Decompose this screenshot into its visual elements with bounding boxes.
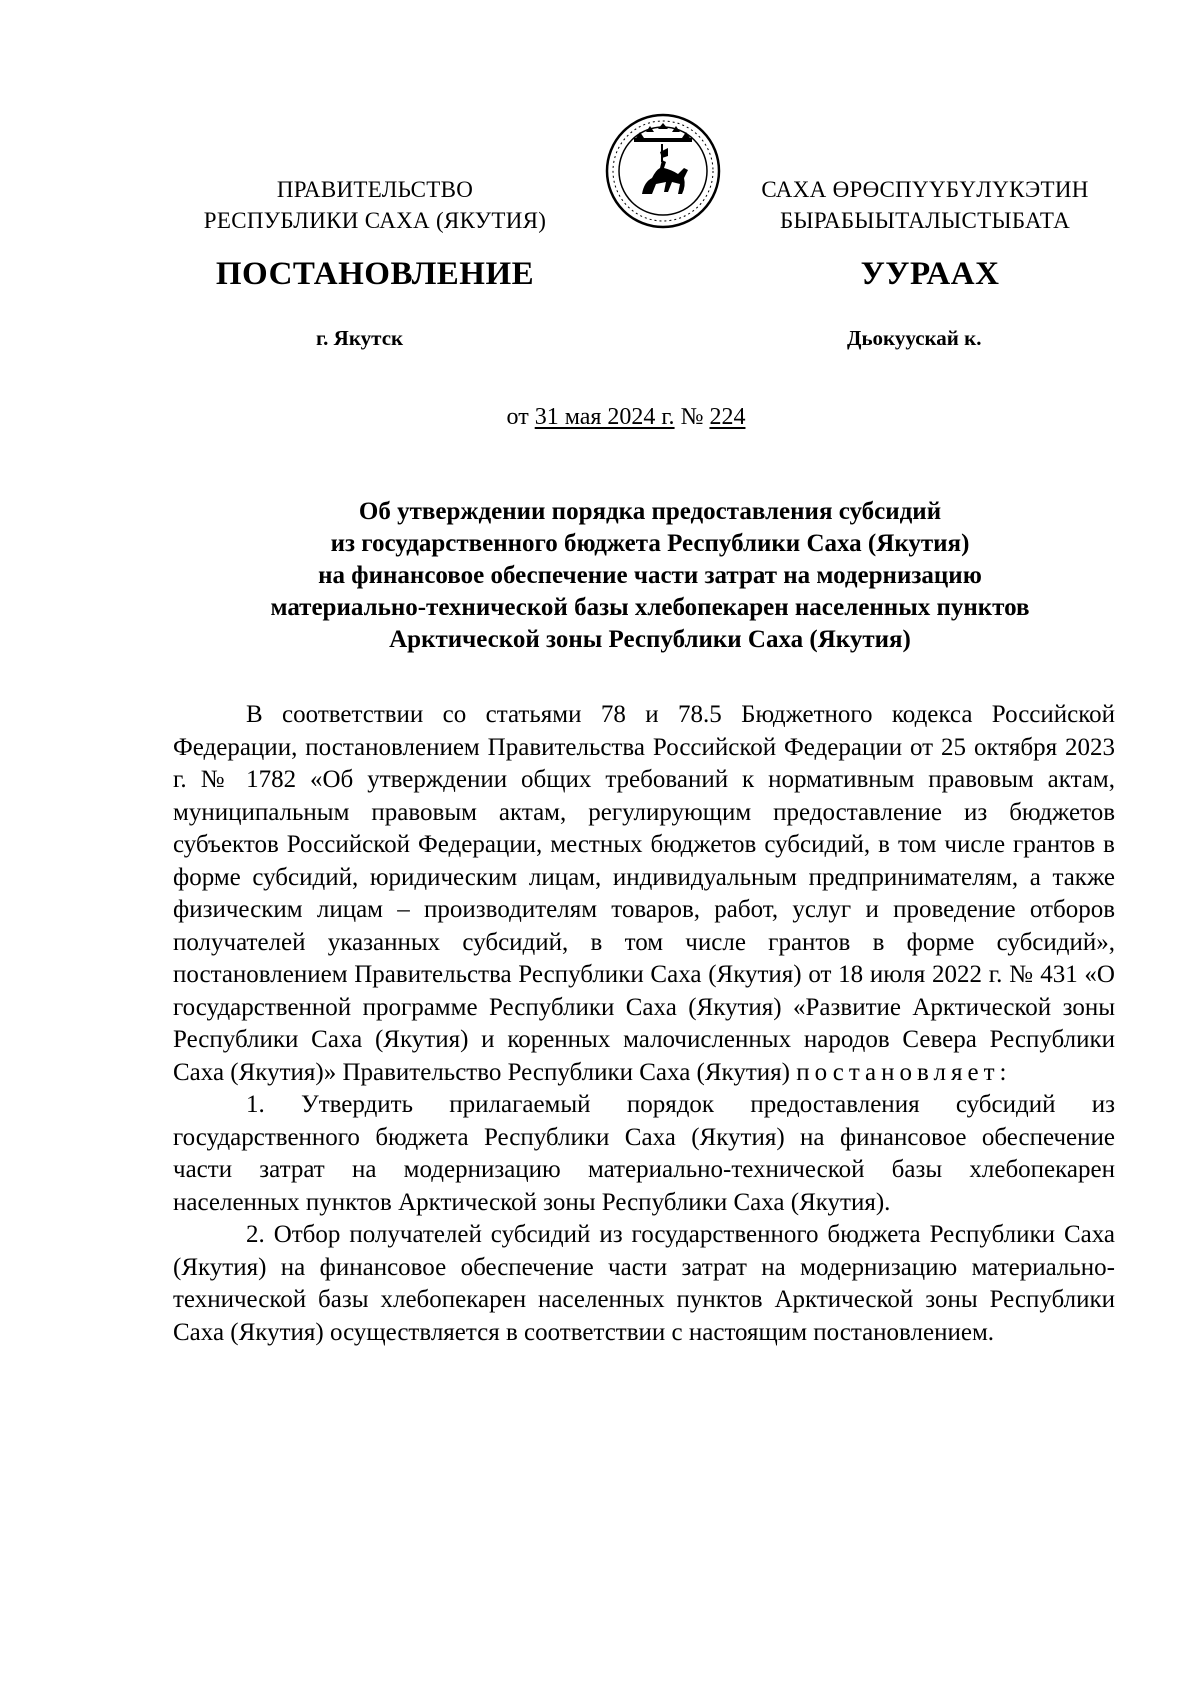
number-sign: № (680, 404, 704, 430)
header-right-line2: БЫРАБЫЫТАЛЫСТЫБАТА (779, 208, 1071, 233)
document-title (150, 496, 1150, 656)
title-line-5: Арктической зоны Республики Саха (Якутия) (389, 626, 911, 653)
date-number-line (0, 404, 1200, 431)
header-right (735, 174, 1115, 236)
city-yakut: Дьокуускай к. (847, 326, 982, 350)
header-left-line1: ПРАВИТЕЛЬСТВО (276, 177, 474, 202)
coat-of-arms-emblem-icon (604, 112, 722, 230)
resolves-word: постановляет: (796, 1058, 1012, 1086)
header-left-line2: РЕСПУБЛИКИ САХА (ЯКУТИЯ) (203, 208, 547, 233)
title-line-1: Об утверждении порядка предоставления субсидий (358, 498, 942, 525)
document-date: 31 мая 2024 г. (534, 404, 675, 430)
header-left (185, 174, 565, 236)
city-russian: г. Якутск (316, 326, 404, 350)
doc-type-russian: ПОСТАНОВЛЕНИЕ (215, 256, 535, 292)
title-line-4: материально-технической базы хлебопекарен населенных пунктов (270, 594, 1030, 621)
date-prefix: от (506, 404, 529, 430)
document-number: 224 (709, 404, 746, 430)
item-1-paragraph: 1. Утвердить прилагаемый порядок предоставления субсидий из государственного бюджета Республики Саха (Якутия) на финансовое обеспечение части затрат на модернизацию материально-технической базы хлебопекарен населенных пунктов Арктической зоны Республики Саха (Якутия). (173, 1091, 1115, 1216)
title-line-2: из государственного бюджета Республики Саха (Якутия) (330, 530, 970, 557)
header-right-line1: САХА ӨРӨСПҮҮБҮЛҮКЭТИН (761, 177, 1089, 202)
preamble-text: В соответствии со статьями 78 и 78.5 Бюджетного кодекса Российской Федерации, постановлением Правительства Российской Федерации от 25 октября 2023 г. № 1782 «Об утверждении общих требований к нормативным правовым актам, муниципальным правовым актам, регулирующим предоставление из бюджетов субъектов Российской Федерации, местных бюджетов субсидий, в том числе грантов в форме субсидий, юридическим лицам, индивидуальным предпринимателям, а также физическим лицам – производителям товаров, работ, услуг и проведение отборов получателей указанных субсидий, в том числе грантов в форме субсидий», постановлением Правительства Республики Саха (Якутия) от 18 июля 2022 г. № 431 «О государственной программе Республики Саха (Якутия) «Развитие Арктической зоны Республики Саха (Якутия) и коренных малочисленных народов Севера Республики Саха (Якутия)» Правительство Республики Саха (Якутия) (173, 701, 1115, 1086)
document-body (173, 699, 1115, 1349)
item-2-paragraph: 2. Отбор получателей субсидий из государственного бюджета Республики Саха (Якутия) на финансовое обеспечение части затрат на модернизацию материально-технической базы хлебопекарен населенных пунктов Арктической зоны Республики Саха (Якутия) осуществляется в соответствии с настоящим постановлением. (173, 1221, 1115, 1346)
preamble-paragraph (173, 699, 1115, 1089)
doc-type-yakut: УУРААХ (860, 256, 1000, 292)
title-line-3: на финансовое обеспечение части затрат на модернизацию (318, 562, 982, 589)
